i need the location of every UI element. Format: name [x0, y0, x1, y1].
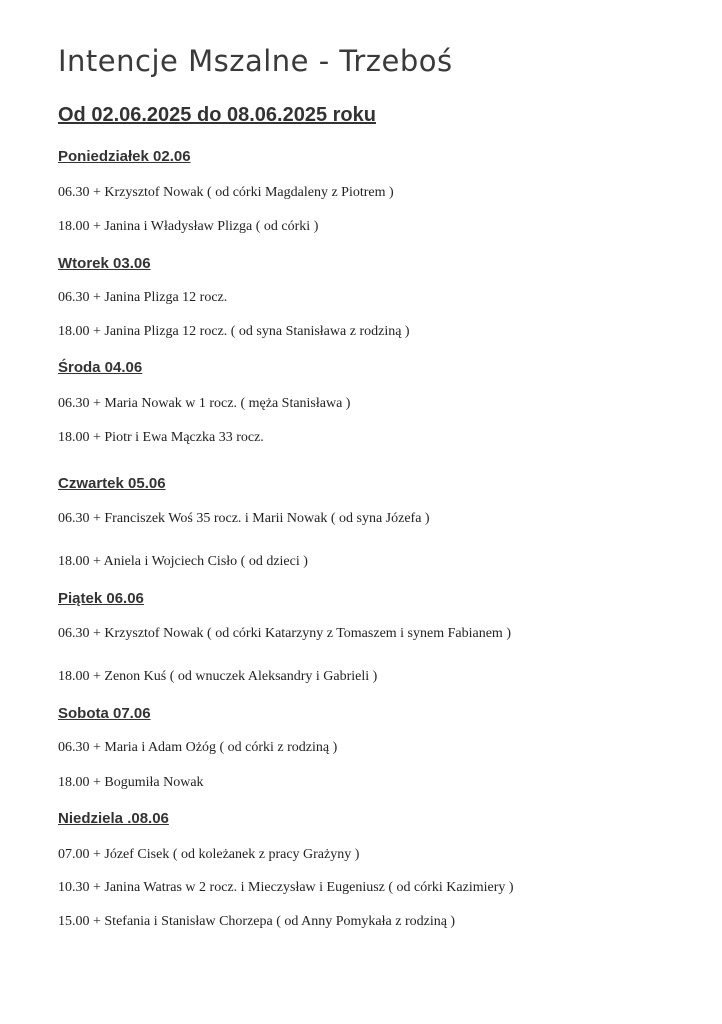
intention-entry: 18.00 + Zenon Kuś ( od wnuczek Aleksandry i Gabrieli ): [58, 669, 378, 684]
intention-entry: 18.00 + Aniela i Wojciech Cisło ( od dzieci ): [58, 554, 308, 569]
day-heading-thursday: Czwartek 05.06: [58, 475, 166, 492]
intention-entry: 06.30 + Franciszek Woś 35 rocz. i Marii Nowak ( od syna Józefa ): [58, 511, 430, 526]
intention-entry: 06.30 + Krzysztof Nowak ( od córki Magdaleny z Piotrem ): [58, 185, 394, 200]
intention-entry: 15.00 + Stefania i Stanisław Chorzepa ( od Anny Pomykała z rodziną ): [58, 914, 456, 929]
intention-entry: 18.00 + Piotr i Ewa Mączka 33 rocz.: [58, 430, 264, 445]
day-heading-friday: Piątek 06.06: [58, 590, 144, 607]
day-heading-sunday: Niedziela .08.06: [58, 810, 169, 827]
intention-entry: 07.00 + Józef Cisek ( od koleżanek z pracy Grażyny ): [58, 847, 360, 862]
intention-entry: 18.00 + Janina i Władysław Plizga ( od córki ): [58, 219, 319, 234]
intention-entry: 06.30 + Maria i Adam Ożóg ( od córki z rodziną ): [58, 740, 338, 755]
intention-entry: 10.30 + Janina Watras w 2 rocz. i Mieczysław i Eugeniusz ( od córki Kazimiery ): [58, 880, 514, 895]
page-title: Intencje Mszalne - Trzeboś: [58, 44, 453, 78]
intention-entry: 18.00 + Janina Plizga 12 rocz. ( od syna Stanisława z rodziną ): [58, 324, 410, 339]
intention-entry: 06.30 + Maria Nowak w 1 rocz. ( męża Stanisława ): [58, 396, 351, 411]
day-heading-monday: Poniedziałek 02.06: [58, 148, 191, 165]
intention-entry: 18.00 + Bogumiła Nowak: [58, 775, 204, 790]
day-heading-saturday: Sobota 07.06: [58, 705, 151, 722]
day-heading-tuesday: Wtorek 03.06: [58, 255, 151, 272]
intention-entry: 06.30 + Janina Plizga 12 rocz.: [58, 290, 228, 305]
intention-entry: 06.30 + Krzysztof Nowak ( od córki Katarzyny z Tomaszem i synem Fabianem ): [58, 626, 511, 641]
day-heading-wednesday: Środa 04.06: [58, 359, 143, 376]
date-range: Od 02.06.2025 do 08.06.2025 roku: [58, 104, 376, 126]
